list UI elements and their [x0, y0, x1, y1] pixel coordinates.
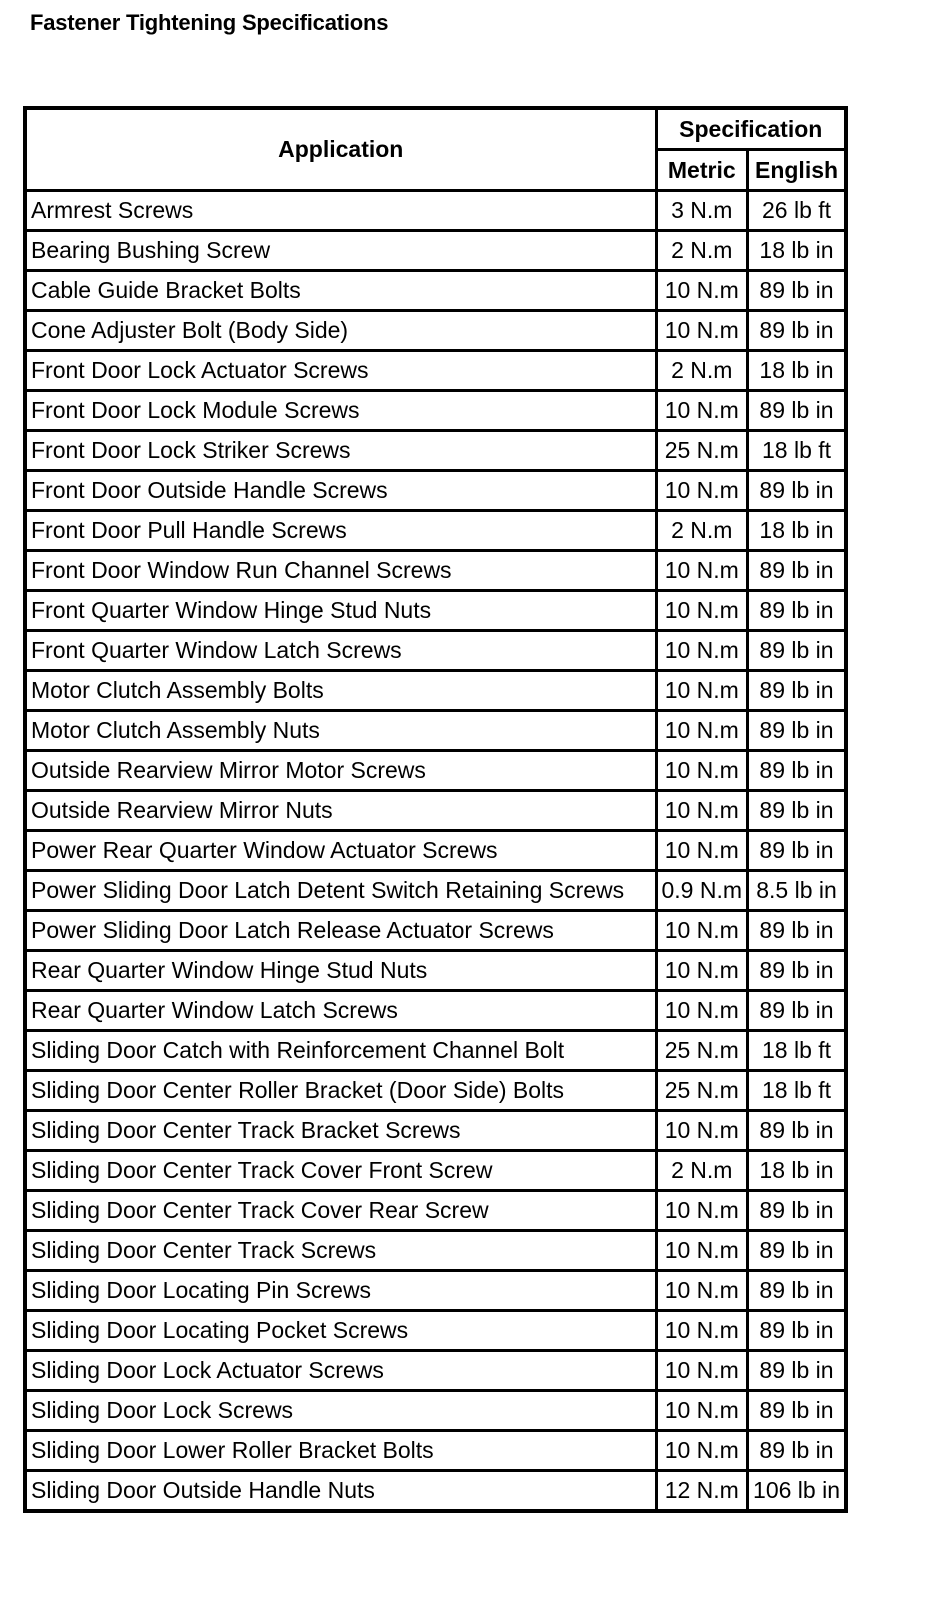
english-cell: 18 lb in [748, 1151, 846, 1191]
table-row [25, 1191, 846, 1231]
english-cell: 89 lb in [748, 551, 846, 591]
spec-table [23, 106, 848, 1513]
metric-cell: 10 N.m [656, 1271, 748, 1311]
metric-cell: 10 N.m [656, 1351, 748, 1391]
table-row [25, 791, 846, 831]
application-cell: Front Door Window Run Channel Screws [25, 551, 656, 591]
table-row [25, 191, 846, 231]
english-cell: 89 lb in [748, 311, 846, 351]
table-row [25, 631, 846, 671]
metric-cell: 10 N.m [656, 1111, 748, 1151]
application-cell: Outside Rearview Mirror Motor Screws [25, 751, 656, 791]
english-cell: 89 lb in [748, 1351, 846, 1391]
metric-cell: 10 N.m [656, 791, 748, 831]
metric-cell: 10 N.m [656, 711, 748, 751]
table-row [25, 1111, 846, 1151]
metric-cell: 10 N.m [656, 551, 748, 591]
application-cell: Sliding Door Lock Actuator Screws [25, 1351, 656, 1391]
table-row [25, 1231, 846, 1271]
application-cell: Sliding Door Locating Pocket Screws [25, 1311, 656, 1351]
english-cell: 18 lb in [748, 231, 846, 271]
english-cell: 26 lb ft [748, 191, 846, 231]
header-row-1 [25, 108, 846, 150]
english-cell: 89 lb in [748, 271, 846, 311]
table-row [25, 271, 846, 311]
metric-cell: 2 N.m [656, 511, 748, 551]
metric-cell: 10 N.m [656, 1391, 748, 1431]
table-row [25, 1311, 846, 1351]
application-cell: Sliding Door Center Track Cover Front Screw [25, 1151, 656, 1191]
application-cell: Sliding Door Locating Pin Screws [25, 1271, 656, 1311]
metric-cell: 10 N.m [656, 311, 748, 351]
table-row [25, 431, 846, 471]
english-cell: 18 lb in [748, 511, 846, 551]
application-cell: Motor Clutch Assembly Bolts [25, 671, 656, 711]
table-row [25, 911, 846, 951]
english-cell: 89 lb in [748, 1231, 846, 1271]
application-cell: Rear Quarter Window Latch Screws [25, 991, 656, 1031]
english-cell: 89 lb in [748, 391, 846, 431]
table-header [25, 108, 846, 191]
metric-cell: 10 N.m [656, 751, 748, 791]
english-cell: 18 lb ft [748, 1031, 846, 1071]
english-cell: 106 lb in [748, 1471, 846, 1512]
metric-cell: 2 N.m [656, 351, 748, 391]
table-row [25, 1471, 846, 1512]
application-cell: Cable Guide Bracket Bolts [25, 271, 656, 311]
application-cell: Power Rear Quarter Window Actuator Screws [25, 831, 656, 871]
metric-cell: 10 N.m [656, 271, 748, 311]
header-english: English [748, 150, 846, 191]
english-cell: 89 lb in [748, 631, 846, 671]
metric-cell: 10 N.m [656, 1231, 748, 1271]
application-cell: Front Door Lock Module Screws [25, 391, 656, 431]
metric-cell: 25 N.m [656, 1031, 748, 1071]
application-cell: Front Door Lock Striker Screws [25, 431, 656, 471]
table-row [25, 991, 846, 1031]
table-row [25, 1351, 846, 1391]
table-row [25, 231, 846, 271]
english-cell: 18 lb ft [748, 431, 846, 471]
table-row [25, 351, 846, 391]
application-cell: Sliding Door Lower Roller Bracket Bolts [25, 1431, 656, 1471]
table-row [25, 871, 846, 911]
application-cell: Sliding Door Center Track Bracket Screws [25, 1111, 656, 1151]
application-cell: Sliding Door Catch with Reinforcement Channel Bolt [25, 1031, 656, 1071]
english-cell: 89 lb in [748, 831, 846, 871]
metric-cell: 10 N.m [656, 391, 748, 431]
english-cell: 89 lb in [748, 1431, 846, 1471]
table-row [25, 1031, 846, 1071]
metric-cell: 10 N.m [656, 591, 748, 631]
metric-cell: 10 N.m [656, 631, 748, 671]
metric-cell: 2 N.m [656, 1151, 748, 1191]
metric-cell: 10 N.m [656, 951, 748, 991]
page-title: Fastener Tightening Specifications [30, 10, 389, 35]
english-cell: 89 lb in [748, 911, 846, 951]
metric-cell: 2 N.m [656, 231, 748, 271]
english-cell: 89 lb in [748, 471, 846, 511]
application-cell: Power Sliding Door Latch Detent Switch Retaining Screws [25, 871, 656, 911]
english-cell: 89 lb in [748, 1111, 846, 1151]
english-cell: 89 lb in [748, 991, 846, 1031]
english-cell: 89 lb in [748, 751, 846, 791]
table-row [25, 831, 846, 871]
application-cell: Front Door Lock Actuator Screws [25, 351, 656, 391]
application-cell: Cone Adjuster Bolt (Body Side) [25, 311, 656, 351]
metric-cell: 0.9 N.m [656, 871, 748, 911]
table-row [25, 671, 846, 711]
table-body [25, 191, 846, 1512]
application-cell: Front Door Pull Handle Screws [25, 511, 656, 551]
metric-cell: 10 N.m [656, 911, 748, 951]
table-row [25, 1151, 846, 1191]
metric-cell: 10 N.m [656, 991, 748, 1031]
english-cell: 89 lb in [748, 591, 846, 631]
application-cell: Armrest Screws [25, 191, 656, 231]
table-row [25, 711, 846, 751]
english-cell: 89 lb in [748, 951, 846, 991]
table-row [25, 1391, 846, 1431]
application-cell: Bearing Bushing Screw [25, 231, 656, 271]
english-cell: 89 lb in [748, 1311, 846, 1351]
application-cell: Sliding Door Outside Handle Nuts [25, 1471, 656, 1512]
application-cell: Front Door Outside Handle Screws [25, 471, 656, 511]
table-row [25, 551, 846, 591]
english-cell: 89 lb in [748, 1271, 846, 1311]
table-row [25, 1071, 846, 1111]
metric-cell: 25 N.m [656, 431, 748, 471]
english-cell: 89 lb in [748, 791, 846, 831]
metric-cell: 12 N.m [656, 1471, 748, 1512]
application-cell: Motor Clutch Assembly Nuts [25, 711, 656, 751]
table-row [25, 591, 846, 631]
header-metric: Metric [656, 150, 748, 191]
application-cell: Sliding Door Center Roller Bracket (Door Side) Bolts [25, 1071, 656, 1111]
application-cell: Front Quarter Window Latch Screws [25, 631, 656, 671]
metric-cell: 10 N.m [656, 1191, 748, 1231]
english-cell: 89 lb in [748, 1191, 846, 1231]
metric-cell: 10 N.m [656, 1311, 748, 1351]
metric-cell: 25 N.m [656, 1071, 748, 1111]
english-cell: 89 lb in [748, 1391, 846, 1431]
metric-cell: 10 N.m [656, 471, 748, 511]
application-cell: Sliding Door Lock Screws [25, 1391, 656, 1431]
metric-cell: 10 N.m [656, 1431, 748, 1471]
application-cell: Rear Quarter Window Hinge Stud Nuts [25, 951, 656, 991]
application-cell: Front Quarter Window Hinge Stud Nuts [25, 591, 656, 631]
table-row [25, 1431, 846, 1471]
english-cell: 8.5 lb in [748, 871, 846, 911]
table-row [25, 1271, 846, 1311]
table-row [25, 511, 846, 551]
application-cell: Sliding Door Center Track Cover Rear Screw [25, 1191, 656, 1231]
header-application: Application [25, 108, 656, 191]
table-row [25, 311, 846, 351]
header-specification: Specification [656, 108, 846, 150]
table-row [25, 391, 846, 431]
table-row [25, 471, 846, 511]
table-row [25, 951, 846, 991]
english-cell: 89 lb in [748, 671, 846, 711]
english-cell: 89 lb in [748, 711, 846, 751]
english-cell: 18 lb in [748, 351, 846, 391]
metric-cell: 10 N.m [656, 671, 748, 711]
application-cell: Power Sliding Door Latch Release Actuator Screws [25, 911, 656, 951]
english-cell: 18 lb ft [748, 1071, 846, 1111]
metric-cell: 3 N.m [656, 191, 748, 231]
metric-cell: 10 N.m [656, 831, 748, 871]
table-row [25, 751, 846, 791]
application-cell: Sliding Door Center Track Screws [25, 1231, 656, 1271]
application-cell: Outside Rearview Mirror Nuts [25, 791, 656, 831]
